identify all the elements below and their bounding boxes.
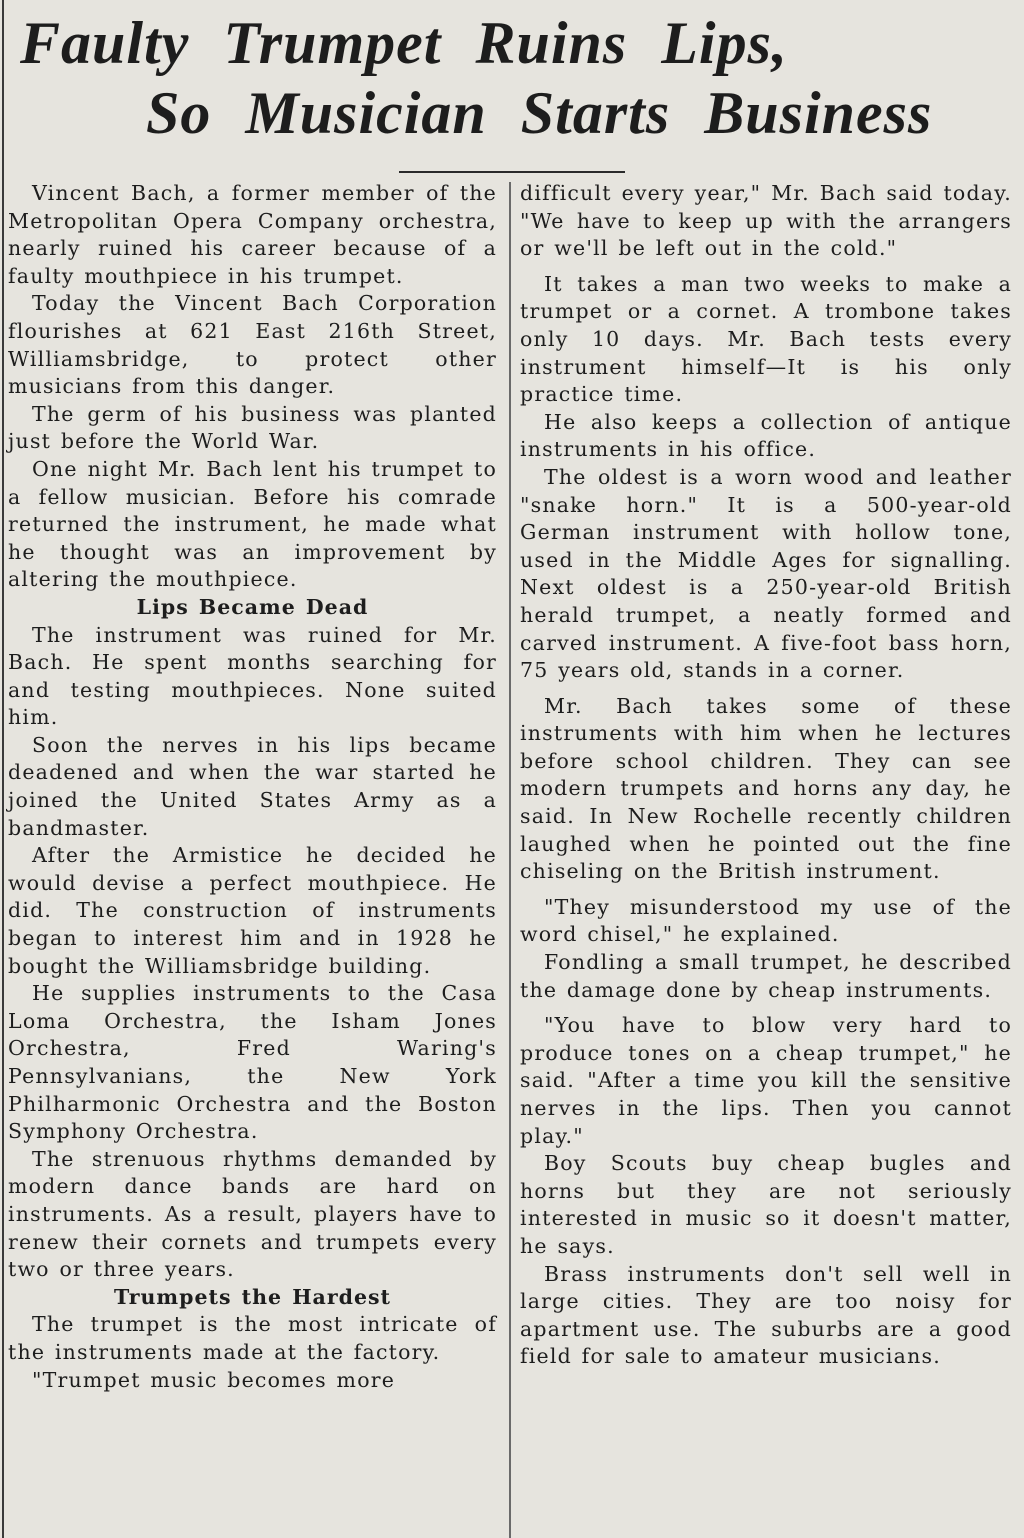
headline-word: Musician — [245, 80, 487, 146]
column-divider — [509, 182, 511, 1538]
paragraph: One night Mr. Bach lent his trumpet to a fellow musician. Before his comrade returned the instrument, he made what he thought was an improvement by altering the mouthpiece. — [8, 456, 497, 592]
headline-line-1 — [0, 8, 1024, 78]
paragraph: The oldest is a worn wood and leather "snake horn." It is a 500-year-old German instrument with hollow tone, used in the Middle Ages for signalling. Next oldest is a 250-year-old British herald trumpet, a neatly formed and carved instrument. A five-foot bass horn, 75 years old, stands in a corner. — [520, 464, 1012, 683]
paragraph: The trumpet is the most intricate of the instruments made at the factory. — [8, 1312, 497, 1364]
paragraph: The strenuous rhythms demanded by modern dance bands are hard on instruments. As a result, players have to renew their cornets and trumpets every two or three years. — [8, 1146, 497, 1282]
paragraph: The instrument was ruined for Mr. Bach. He spent months searching for and testing mouthpieces. None suited him. — [8, 622, 497, 730]
headline — [0, 8, 1024, 148]
article-column-right — [520, 180, 1012, 1371]
paragraph: "Trumpet music becomes more — [32, 1367, 396, 1392]
paragraph: Brass instruments don't sell well in large cities. They are too noisy for apartment use. The suburbs are a good field for sale to amateur musicians. — [520, 1261, 1012, 1369]
paragraph: Today the Vincent Bach Corporation flourishes at 621 East 216th Street, Williamsbridge, to protect other musicians from this danger. — [8, 291, 497, 399]
headline-word: So — [146, 80, 212, 146]
headline-word: Business — [704, 80, 933, 146]
paragraph: Fondling a small trumpet, he described the damage done by cheap instruments. — [520, 950, 1012, 1002]
headline-word: Starts — [520, 80, 671, 146]
paragraph: difficult every year," Mr. Bach said today. "We have to keep up with the arrangers or we'll be left out in the cold." — [520, 181, 1012, 261]
page-edge-rule — [2, 0, 4, 1538]
headline-word: Lips, — [661, 10, 788, 76]
paragraph: "You have to blow very hard to produce tones on a cheap trumpet," he said. "After a time you kill the sensitive nerves in the lips. Then you cannot play." — [520, 1013, 1012, 1148]
article-column-left — [8, 180, 497, 1394]
paragraph: The germ of his business was planted just before the World War. — [8, 401, 497, 454]
subheading: Lips Became Dead — [136, 594, 369, 619]
headline-word: Faulty — [20, 10, 190, 76]
headline-word: Ruins — [475, 10, 628, 76]
paragraph: He supplies instruments to the Casa Loma Orchestra, the Isham Jones Orchestra, Fred Waring's Pennsylvanians, the New York Philharmonic Orchestra and the Boston Symphony Orchestra. — [8, 981, 497, 1144]
paragraph: "They misunderstood my use of the word chisel," he explained. — [520, 894, 1012, 947]
subheading: Trumpets the Hardest — [113, 1284, 392, 1309]
paragraph: Mr. Bach takes some of these instruments with him when he lectures before school children. They can see modern trumpets and horns any day, he said. In New Rochelle recently children laughed when he pointed out the fine chiseling on the British instrument. — [520, 693, 1012, 884]
paragraph: It takes a man two weeks to make a trumpet or a cornet. A trombone takes only 10 days. Mr. Bach tests every instrument himself—It is his only practice time. — [520, 271, 1012, 407]
paragraph: Vincent Bach, a former member of the Metropolitan Opera Company orchestra, nearly ruined his career because of a faulty mouthpiece in his trumpet. — [8, 181, 497, 288]
paragraph: He also keeps a collection of antique instruments in his office. — [520, 409, 1012, 462]
headline-line-2 — [0, 78, 1024, 148]
headline-rule — [399, 171, 625, 173]
paragraph: Boy Scouts buy cheap bugles and horns but they are not seriously interested in music so it doesn't matter, he says. — [520, 1151, 1012, 1258]
paragraph: Soon the nerves in his lips became deadened and when the war started he joined the United States Army as a bandmaster. — [8, 732, 497, 840]
headline-word: Trumpet — [223, 10, 442, 76]
paragraph: After the Armistice he decided he would devise a perfect mouthpiece. He did. The construction of instruments began to interest him and in 1928 he bought the Williamsbridge building. — [8, 843, 497, 978]
